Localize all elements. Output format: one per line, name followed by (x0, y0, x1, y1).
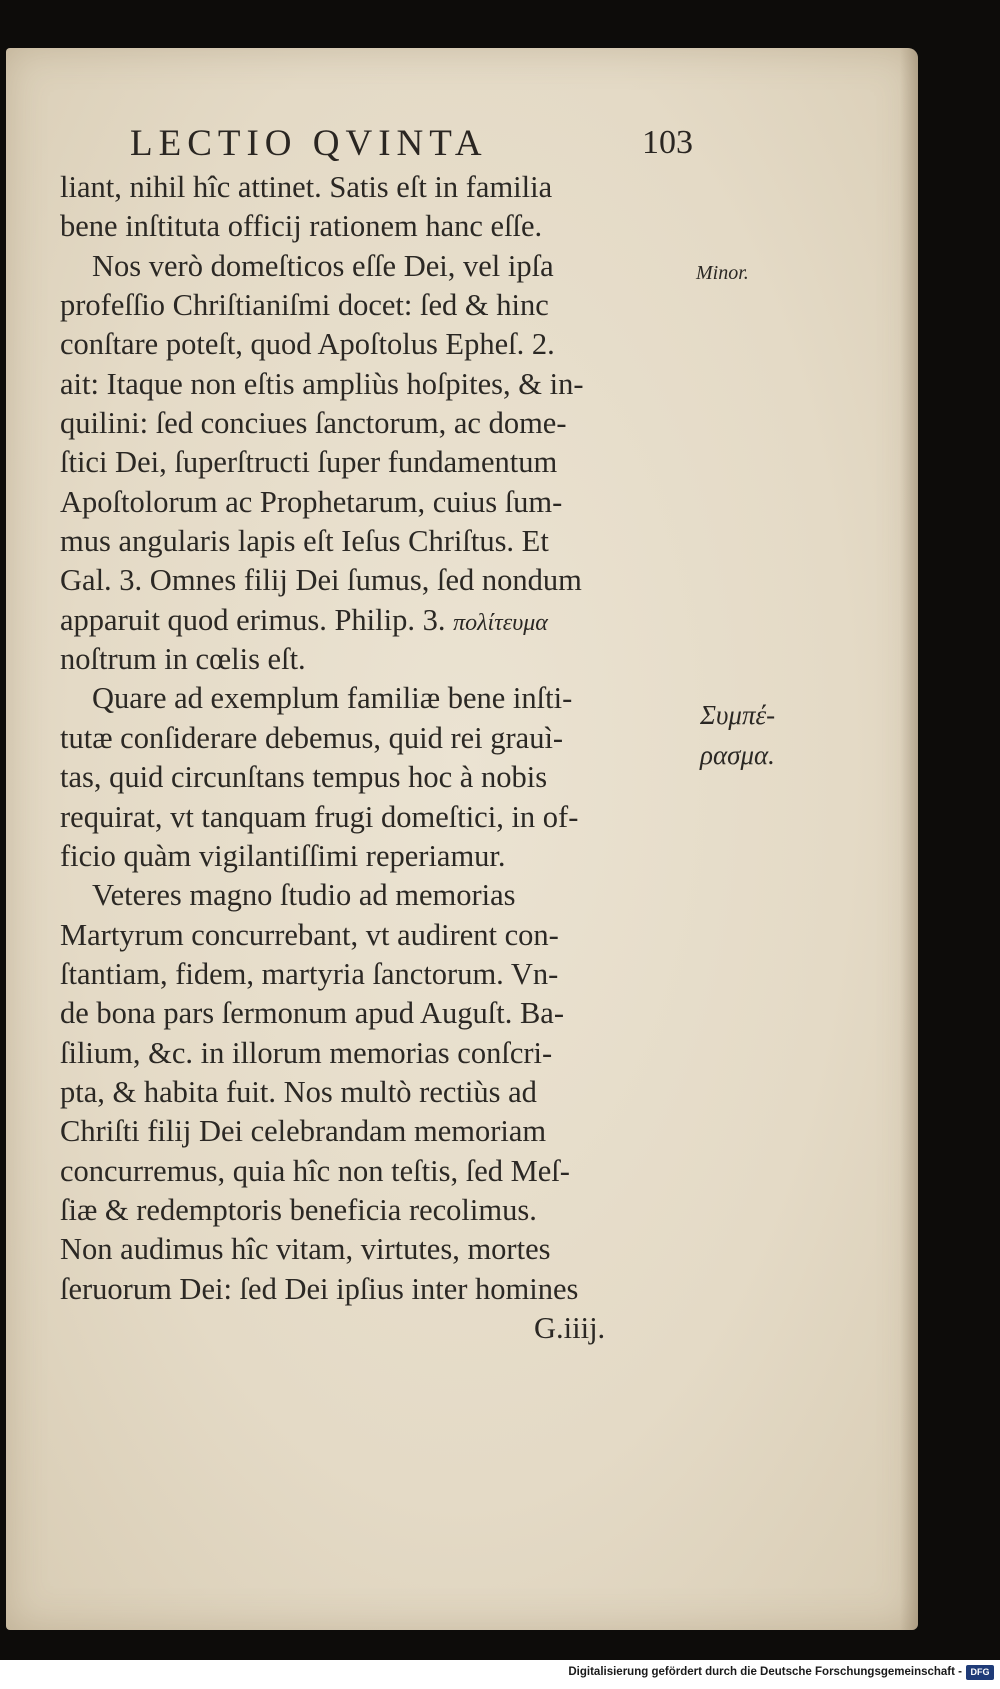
text-line: tutæ conſiderare debemus, quid rei grauì- (60, 720, 564, 755)
margin-note-minor: Minor. (696, 262, 749, 284)
text-line: ſtantiam, fidem, martyria ſanctorum. Vn- (60, 956, 559, 991)
greek-word: πολίτευμα (453, 609, 548, 636)
running-head: LECTIO QVINTA (130, 123, 488, 164)
text-line: Apoſtolorum ac Prophetarum, cuius ſum- (60, 484, 563, 519)
text-line: profeſſio Chriſtianiſmi docet: ſed & hinc (60, 288, 549, 323)
text-line: Quare ad exemplum familiæ bene inſti- (92, 681, 573, 716)
text-line: Martyrum concurrebant, vt audirent con- (60, 917, 559, 952)
text-line: Nos verò domeſticos eſſe Dei, vel ipſa (92, 248, 554, 283)
margin-note-greek: Συμπέ- (700, 700, 776, 730)
text-line: Chriſti filij Dei celebrandam memoriam (60, 1114, 547, 1149)
text-line: Veteres magno ſtudio ad memorias (92, 878, 516, 913)
text-line: Gal. 3. Omnes filij Dei ſumus, ſed nondum (60, 563, 582, 598)
footer-credit: Digitalisierung gefördert durch die Deutsche Forschungsgemeinschaft - (568, 1666, 962, 1678)
footer-bar (0, 1660, 1000, 1689)
text-line: quilini: ſed conciues ſanctorum, ac dome- (60, 406, 567, 441)
text-line: liant, nihil hîc attinet. Satis eſt in familia (60, 170, 553, 204)
text-line: apparuit quod erimus. Philip. 3. (60, 602, 446, 637)
text-line: pta, & habita fuit. Nos multò rectiùs ad (60, 1074, 537, 1109)
text-line: Non audimus hîc vitam, virtutes, mortes (60, 1232, 551, 1267)
dfg-logo: DFG (966, 1665, 994, 1680)
margin-note-greek: ρασμα. (700, 740, 775, 770)
text-line: ait: Itaque non eſtis ampliùs hoſpites, & in- (60, 366, 584, 401)
text-line: mus angularis lapis eſt Ieſus Chriſtus. Et (60, 524, 549, 559)
text-line-with-greek (60, 601, 720, 640)
text-block (60, 168, 720, 1348)
text-line: ficio quàm vigilantiſſimi reperiamur. (60, 838, 506, 873)
text-line: ſeruorum Dei: ſed Dei ipſius inter homines (60, 1271, 579, 1306)
text-line: ſtici Dei, ſuperſtructi ſuper fundamentum (60, 445, 558, 480)
text-line: noſtrum in cœlis eſt. (60, 642, 306, 677)
signature-mark: G.iiij. (534, 1310, 606, 1345)
text-line: concurremus, quia hîc non teſtis, ſed Meſ- (60, 1153, 570, 1188)
text-line: conſtare poteſt, quod Apoſtolus Epheſ. 2. (60, 327, 555, 362)
text-line: bene inſtituta officij rationem hanc eſſe. (60, 209, 543, 244)
text-line: requirat, vt tanquam frugi domeſtici, in of- (60, 799, 579, 834)
text-line: tas, quid circunſtans tempus hoc à nobis (60, 760, 548, 795)
text-line: ſilium, &c. in illorum memorias conſcri- (60, 1035, 553, 1070)
text-line: de bona pars ſermonum apud Auguſt. Ba- (60, 996, 564, 1031)
text-line: ſiæ & redemptoris beneficia recolimus. (60, 1192, 537, 1227)
page-number: 103 (642, 124, 693, 161)
